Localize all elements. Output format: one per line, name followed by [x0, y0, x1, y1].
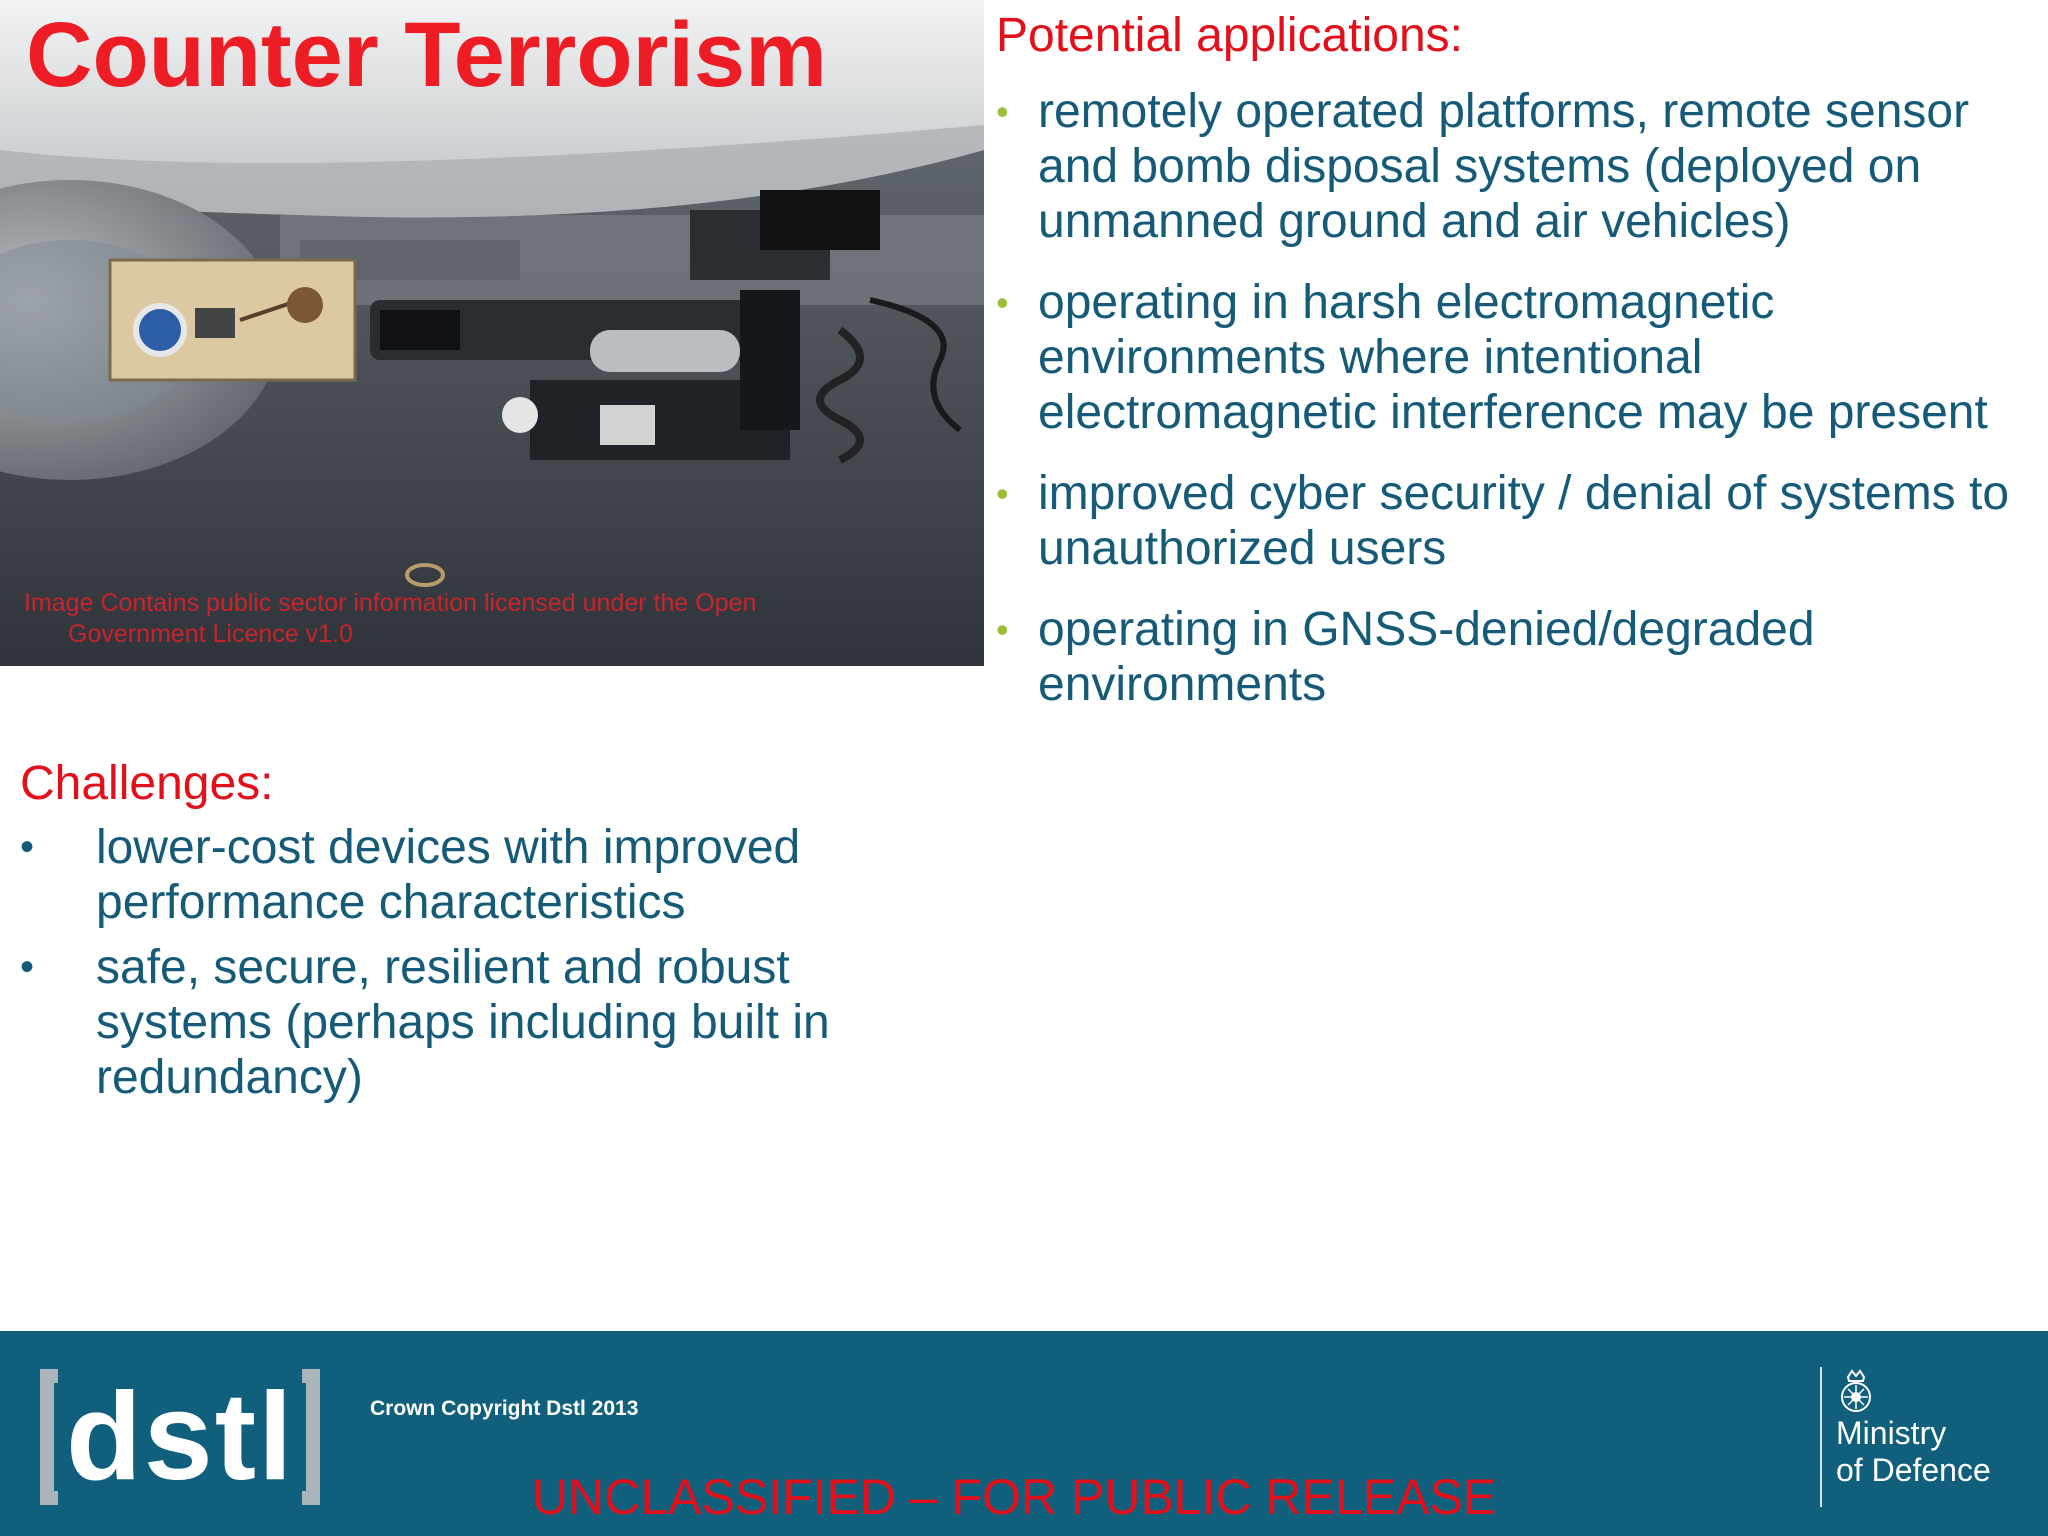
mod-line2: of Defence: [1836, 1452, 1991, 1488]
bullet-dot-icon: •: [996, 91, 1009, 132]
copyright-text: Crown Copyright Dstl 2013: [370, 1397, 639, 1420]
challenges-list: [20, 820, 920, 1105]
photo-credit-line2: Government Licence v1.0: [68, 620, 353, 648]
challenge-item: [20, 820, 920, 930]
challenge-item: [20, 940, 920, 1105]
ministry-of-defence-logo: [1820, 1367, 2048, 1507]
footer-bar: [0, 1331, 2048, 1536]
dstl-logo: [40, 1367, 320, 1507]
application-item-text: remotely operated platforms, remote sensor and bomb disposal systems (deployed on unmanned ground and air vehicles): [1038, 85, 1970, 248]
application-item: [996, 275, 2036, 440]
bullet-dot-icon: •: [996, 473, 1009, 514]
challenge-item-text: lower-cost devices with improved performance characteristics: [96, 821, 801, 929]
classification-label: UNCLASSIFIED – FOR PUBLIC RELEASE: [532, 1469, 1497, 1525]
application-item-text: operating in GNSS-denied/degraded environments: [1038, 603, 1815, 711]
royal-crest-icon: [1836, 1369, 1876, 1415]
ministry-of-defence-text: [1836, 1415, 2048, 1489]
application-item-text: improved cyber security / denial of systems to unauthorized users: [1038, 467, 2010, 575]
logo-left-bracket: [40, 1369, 58, 1505]
application-item: [996, 466, 2036, 576]
photo-credit-line1: Image Contains public sector information licensed under the Open: [24, 589, 757, 617]
applications-section: [996, 8, 2036, 738]
bullet-dot-icon: •: [20, 945, 35, 989]
application-item: [996, 84, 2036, 249]
application-item: [996, 602, 2036, 712]
mod-line1: Ministry: [1836, 1415, 1947, 1451]
challenge-item-text: safe, secure, resilient and robust systems (perhaps including built in redundancy): [96, 941, 830, 1104]
photo-credit: [24, 588, 924, 650]
logo-right-bracket: [302, 1369, 320, 1505]
challenges-heading: Challenges:: [20, 757, 274, 810]
challenges-section: [20, 756, 920, 1115]
application-item-text: operating in harsh electromagnetic environments where intentional electromagnetic interference may be present: [1038, 276, 1988, 439]
slide-title: Counter Terrorism: [26, 4, 827, 106]
bullet-dot-icon: •: [996, 609, 1009, 650]
bullet-dot-icon: •: [20, 825, 35, 869]
dstl-logo-text: dstl: [66, 1368, 295, 1506]
applications-list: [996, 84, 2036, 712]
applications-heading: Potential applications:: [996, 9, 1463, 62]
bullet-dot-icon: •: [996, 282, 1009, 323]
